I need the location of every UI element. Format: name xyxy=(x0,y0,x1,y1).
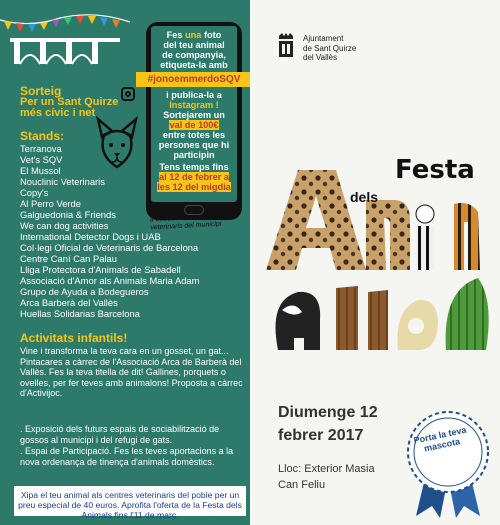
stand-item: Huellas Solidarias Barcelona xyxy=(20,308,140,319)
phone-text-13: les 12 del migdia xyxy=(157,182,231,192)
phone-text-8: entre totes les xyxy=(162,130,226,140)
phone-text-11: Tens temps fins xyxy=(159,162,229,172)
stand-item: Terranova xyxy=(20,143,62,154)
stand-item: Al Perro Verde xyxy=(20,198,81,209)
badge-text: Porta la teva mascota xyxy=(412,424,468,454)
bunting-decoration xyxy=(0,8,130,68)
activitats-paragraph-1: Vine i transforma la teva cara en un gosset, un gat... Pintacares a càrrec de l'Associació Arca de Barberà del Vallès. Fes la teva titella de dit! Gallines, porquets o ovelles, per fer teves amb animalons! Proposta a càrrec d'Activijoc. xyxy=(20,346,243,399)
stand-item: Copy's xyxy=(20,187,49,198)
stand-item: Associació d'Amor als Animals Maria Adam xyxy=(20,275,200,286)
dog-doodle-icon xyxy=(92,115,142,175)
stands-title: Stands: xyxy=(20,129,65,143)
stand-item: El Mussol xyxy=(20,165,61,176)
stand-item: International Detector Dogs i UAB xyxy=(20,231,161,242)
event-location: Lloc: Exterior Masia Can Feliu xyxy=(278,463,375,491)
stand-item: Grupo de Ayuda a Bodegueros xyxy=(20,286,149,297)
activitats-paragraph-3: . Espai de Participació. Fes les teves aportacions a la nova ordenança de tinença d'animals domèstics. xyxy=(20,446,234,467)
phone-graphic xyxy=(146,22,242,220)
dels-title: dels xyxy=(350,189,379,205)
phone-text-12: al 12 de febrer a xyxy=(159,172,229,182)
ajuntament-name: Ajuntament de Sant Quirze del Vallès xyxy=(303,34,357,62)
festa-title: Festa xyxy=(395,155,475,185)
stand-item: Vet's SQV xyxy=(20,154,63,165)
phone-text-5: i publica-la a xyxy=(166,90,222,100)
phone-text-1: Fes una foto xyxy=(166,30,222,40)
sorteig-title: Sorteig xyxy=(20,84,62,98)
phone-text-10: participin xyxy=(173,150,215,160)
stand-item: We can dog activities xyxy=(20,220,109,231)
stand-item: Arca Barberà del Vallès xyxy=(20,297,118,308)
phone-text-5b: Instagram ! xyxy=(169,100,219,110)
instagram-icon xyxy=(121,87,135,101)
stand-item: Nouclinic Veterinaris xyxy=(20,176,105,187)
stand-item: Centre Caní Can Palau xyxy=(20,253,117,264)
event-date: Diumenge 12 febrer 2017 xyxy=(278,404,378,444)
stand-item: Galguedonia & Friends xyxy=(20,209,116,220)
stand-item: Lliga Protectora d'Animals de Sabadell xyxy=(20,264,181,275)
sorteig-text: Per un Sant Quirze més cívic i net xyxy=(20,96,119,119)
ajuntament-logo-icon xyxy=(276,32,296,62)
rosette-badge-icon xyxy=(398,404,498,519)
voucher-side-note: a bescanviar als centres veterinaris del municipi xyxy=(149,212,226,232)
hashtag-label: #jonoemmerdoSQV xyxy=(136,72,250,87)
phone-text-6: Sortejarem un xyxy=(163,110,225,120)
activitats-paragraph-2: . Exposició dels futurs espais de sociabilització de gossos al municipi i del refugi de gats. xyxy=(20,424,220,445)
activitats-title: Activitats infantils! xyxy=(20,331,128,345)
phone-text-4: etiqueta-la amb xyxy=(160,60,228,70)
phone-text-3: de companyia, xyxy=(162,50,226,60)
phone-text-9: persones que hi xyxy=(158,140,230,150)
phone-text-2: del teu animal xyxy=(163,40,225,50)
phone-screen xyxy=(147,26,241,202)
phone-text-7: val de 100€ xyxy=(169,120,219,130)
chip-offer-note: Xipa el teu animal als centres veterinaris del poble per un preu especial de 40 euros. Aprofita l'oferta de la Festa dels Animals fins l'11 de març. xyxy=(14,486,246,516)
stand-item: Col·legi Oficial de Veterinaris de Barcelona xyxy=(20,242,199,253)
